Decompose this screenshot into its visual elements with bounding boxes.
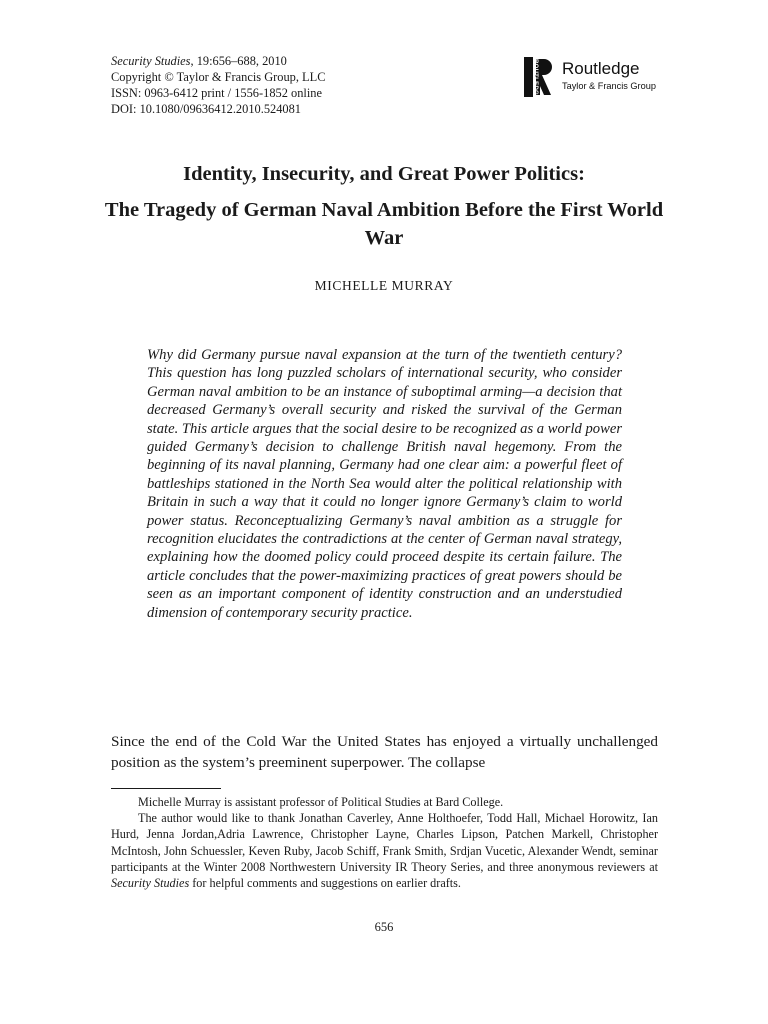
citation-line	[111, 53, 325, 69]
publisher-name: Routledge	[562, 59, 640, 78]
issn-line: ISSN: 0963-6412 print / 1556-1852 online	[111, 86, 322, 100]
ack-journal-name: Security Studies	[111, 876, 190, 891]
author-name: MICHELLE MURRAY	[314, 278, 454, 293]
routledge-logo	[524, 57, 656, 100]
doi-line: DOI: 10.1080/09636412.2010.524081	[111, 102, 301, 116]
logo-side-text: ROUTLEDGE	[532, 59, 538, 100]
article-title-line-1: Identity, Insecurity, and Great Power Politics:	[183, 163, 585, 185]
abstract: Why did Germany pursue naval expansion at the turn of the twentieth century? This question has long puzzled scholars of international security, who consider German naval ambition to be an instance of suboptimal arming—a decision that decreased Germany’s overall security and risked the survival of the German state. This article argues that the social desire to be recognized as a world power guided Germany’s decision to challenge British naval hegemony. From the beginning of its naval planning, Germany had one clear aim: a powerful fleet of battleships stationed in the North Sea would alter the political relationship with Britain in such a way that it could no longer ignore Germany’s claim to world power status. Reconceptualizing Germany’s naval ambition as a struggle for recognition elucidates the contradictions at the center of German naval strategy, explaining how the doomed policy could proceed despite its certain failure. The article concludes that the power-maximizing practices of great powers should be seen as an important component of identity construction and an understudied dimension of contemporary security practice.	[147, 347, 622, 621]
journal-name: Security Studies	[111, 54, 191, 68]
ack-text-start: The author would like to thank Jonathan Caverley, Anne Holthoefer, Todd Hall, Michael Horowitz, Ian Hurd, Jenna Jordan,Adria Lawrence, Christopher Layne, Charles Lipson, Patchen Markell, Christopher McIntosh, John Schuessler, Keven Ruby, Jacob Schiff, Frank Smith, Srdjan Vucetic, Alexander Wendt, seminar participants at the Winter 2008 Northwestern University IR Theory Series, and three anonymous reviewers at	[111, 811, 658, 874]
routledge-mark-icon	[524, 57, 558, 100]
publisher-group: Taylor & Francis Group	[562, 81, 656, 91]
footnote-affiliation: Michelle Murray is assistant professor of Political Studies at Bard College.	[138, 795, 504, 809]
ack-text-end: for helpful comments and suggestions on earlier drafts.	[189, 876, 461, 891]
journal-metadata	[111, 53, 325, 117]
footnote-acknowledgments	[111, 810, 658, 891]
page-number: 656	[374, 920, 394, 934]
body-paragraph: Since the end of the Cold War the United States has enjoyed a virtually unchallenged position as the system’s preeminent superpower. The collapse	[111, 733, 658, 771]
volume-pages: , 19:656–688, 2010	[190, 54, 287, 68]
footnotes	[111, 794, 658, 891]
article-title-line-2: The Tragedy of German Naval Ambition Before the First World War	[104, 199, 664, 249]
footnote-divider	[111, 788, 221, 789]
copyright-line: Copyright © Taylor & Francis Group, LLC	[111, 70, 326, 84]
